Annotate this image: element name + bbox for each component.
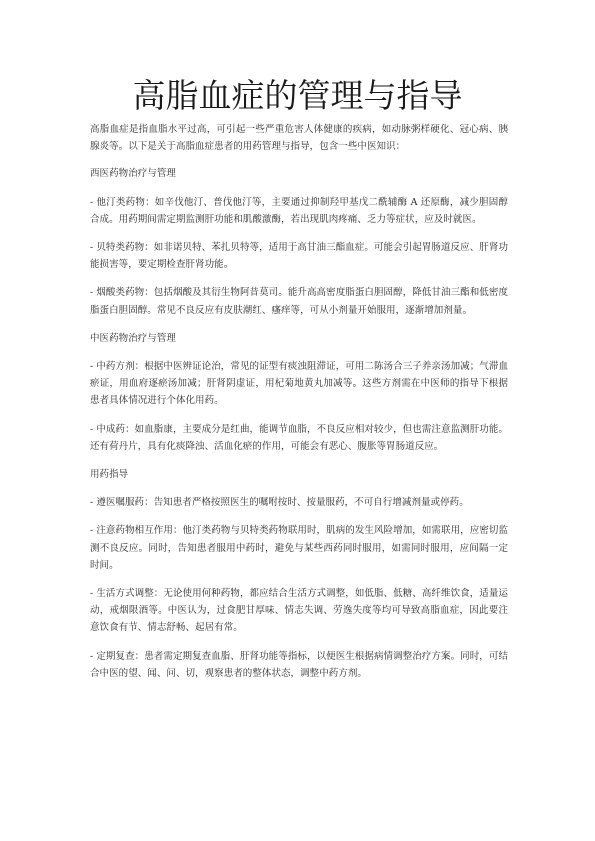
lifestyle-paragraph: - 生活方式调整：无论使用何种药物，都应结合生活方式调整，如低脂、低糖、高纤维饮食，适量运动，戒烟限酒等。中医认为，过食肥甘厚味、情志失调、劳逸失度等均可导致高脂血症，因此要注意饮食有节、情志舒畅、起居有常。 (90, 588, 508, 634)
fibrates-paragraph: - 贝特类药物：如非诺贝特、苯扎贝特等，适用于高甘油三酯血症。可能会引起胃肠道反应、肝肾功能损害等，要定期检查肝肾功能。 (90, 242, 508, 271)
intro-paragraph: 高脂血症是指血脂水平过高，可引起一些严重危害人体健康的疾病，如动脉粥样硬化、冠心病、胰腺炎等。以下是关于高脂血症患者的用药管理与指导，包含一些中医知识： (90, 124, 508, 153)
review-paragraph: - 定期复查：患者需定期复查血脂、肝肾功能等指标，以便医生根据病情调整治疗方案。同时，可结合中医的望、闻、问、切，观察患者的整体状态，调整中药方剂。 (90, 650, 508, 679)
spacer (90, 511, 508, 522)
tcm-patent-medicine-paragraph: - 中成药：如血脂康，主要成分是红曲，能调节血脂，不良反应相对较少，但也需注意监测肝功能。还有荷丹片，具有化痰降浊、活血化瘀的作用，可能会有恶心、腹胀等胃肠道反应。 (90, 423, 508, 452)
guidance-section-heading: 用药指导 (90, 469, 129, 481)
adherence-paragraph: - 遵医嘱服药：告知患者严格按照医生的嘱咐按时、按量服药，不可自行增减剂量或停药。 (90, 497, 469, 509)
page-title: 高脂血症的管理与指导 (132, 76, 463, 115)
statins-paragraph: - 他汀类药物：如辛伐他汀、普伐他汀等，主要通过抑制羟甲基戊二酰辅酶 A 还原酶，减少胆固醇合成。用药期间需定期监测肝功能和肌酸激酶，若出现肌肉疼痛、乏力等症状，应及时就医。 (90, 196, 508, 225)
spacer (90, 183, 508, 194)
spacer (90, 228, 508, 239)
tcm-formulas-paragraph: - 中药方剂：根据中医辨证论治，常见的证型有痰浊阻滞证，可用二陈汤合三子养亲汤加减；气滞血瘀证，用血府逐瘀汤加减；肝肾阴虚证，用杞菊地黄丸加减等。这些方剂需在中医师的指导下根据患者具体情况进行个体化用药。 (90, 361, 508, 407)
spacer (90, 155, 508, 165)
spacer (90, 410, 508, 421)
spacer (90, 347, 508, 358)
spacer (90, 455, 508, 466)
spacer (90, 273, 508, 284)
interactions-paragraph: - 注意药物相互作用：他汀类药物与贝特类药物联用时，肌病的发生风险增加，如需联用，应密切监测不良反应。同时，告知患者服用中药时，避免与某些西药同时服用，如需同时服用，应间隔一定时间。 (90, 525, 508, 571)
spacer (90, 319, 508, 330)
western-section-heading: 西医药物治疗与管理 (90, 168, 176, 180)
document-body (90, 121, 508, 682)
spacer (90, 637, 508, 648)
spacer (90, 574, 508, 585)
tcm-section-heading: 中医药物治疗与管理 (90, 332, 176, 344)
niacin-paragraph: - 烟酸类药物：包括烟酸及其衍生物阿昔莫司。能升高高密度脂蛋白胆固醇，降低甘油三酯和低密度脂蛋白胆固醇。常见不良反应有皮肤潮红、瘙痒等，可从小剂量开始服用，逐渐增加剂量。 (90, 287, 508, 316)
spacer (90, 483, 508, 494)
